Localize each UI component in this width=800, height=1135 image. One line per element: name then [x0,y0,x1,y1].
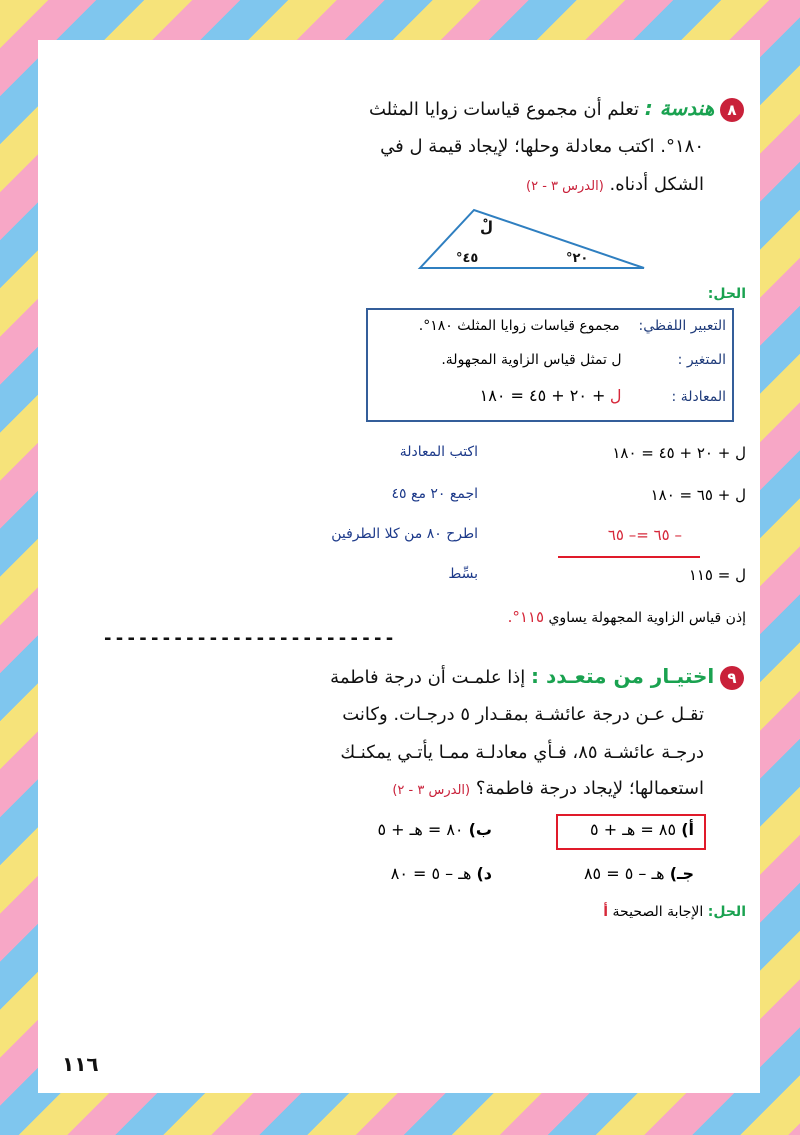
triangle-top-label: لْ [480,218,494,236]
option-b-text: ٨٠ = هـ + ٥ [377,820,464,839]
q8-text-line2: ١٨٠°. اكتب معادلة وحلها؛ لإيجاد قيمة ل في [380,136,704,157]
option-d [391,864,492,883]
box-row3-var: ل [609,386,622,405]
box-row1 [419,318,726,334]
q8-line3 [526,174,704,195]
box-row2-text: ل تمثل قياس الزاوية المجهولة. [441,352,622,368]
option-b [377,820,492,839]
q9-text-line4: استعمالها؛ لإيجاد درجة فاطمة؟ [475,778,704,799]
conclusion [508,608,746,626]
box-row2-label: المتغير : [677,352,726,368]
q8-line1 [369,96,744,122]
step1-eq: ل + ٢٠ + ٤٥ = ١٨٠ [612,444,746,462]
box-row1-label: التعبير اللفظي: [638,318,726,334]
solution2-label: الحل: [707,904,746,920]
conclusion-value: ١١٥°. [507,608,545,626]
conclusion-text: إذن قياس الزاوية المجهولة يساوي [548,610,746,626]
step3-eq: – ٦٥ =– ٦٥ [607,526,682,544]
q8-text-line3: الشكل أدناه. [609,174,704,195]
option-b-key: ب) [468,820,492,839]
separator: - - - - - - - - - - - - - - - - - - - - - - - - - [104,628,393,649]
q9-line4 [392,778,704,799]
triangle-right-label: °٢٠ [566,251,589,266]
option-c [584,864,694,883]
box-row2 [441,352,726,368]
q8-lesson-ref: (الدرس ٣ - ٢) [526,179,604,194]
q9-text-line2: تقـل عـن درجة عائشـة بمقـدار ٥ درجـات. وكانت [342,704,704,725]
step2-eq: ل + ٦٥ = ١٨٠ [650,486,746,504]
subtraction-line [558,556,700,558]
box-row3-text: + ٢٠ + ٤٥ = ١٨٠ [479,386,606,405]
triangle-figure [416,206,648,272]
step3-desc: اطرح ٨٠ من كلا الطرفين [331,526,478,542]
q9-text-line1: إذا علمـت أن درجة فاطمة [330,667,526,688]
solution2-text: الإجابة الصحيحة [612,904,704,920]
triangle-shape [420,210,644,268]
option-c-text: هـ – ٥ = ٨٥ [583,864,665,883]
page-number: ١١٦ [62,1052,99,1076]
option-a-text: ٨٥ = هـ + ٥ [590,820,677,839]
option-a [590,820,694,839]
page [38,40,760,1093]
box-row3-label: المعادلة : [671,389,726,405]
option-a-key: أ) [681,820,694,839]
q8-topic: هندسة : [644,96,715,120]
solution2 [603,904,746,920]
triangle-left-label: °٤٥ [456,251,479,266]
step4-desc: بسِّط [448,566,478,582]
step1-desc: اكتب المعادلة [399,444,478,460]
option-c-key: جـ) [669,864,694,883]
q9-text-line3: درجـة عائشـة ٨٥، فـأي معادلـة ممـا يأتـي يمكنـك [340,742,704,763]
box-row1-text: مجموع قياسات زوايا المثلث ١٨٠°. [418,318,620,334]
step4-eq: ل = ١١٥ [688,566,746,584]
solution2-answer: أ [603,904,609,920]
option-d-key: د) [476,864,492,883]
solution1-label: الحل: [707,286,746,302]
q8-text-line1: تعلم أن مجموع قياسات زوايا المثلث [368,99,639,120]
q9-number-badge: ٩ [720,666,744,690]
q8-number-badge: ٨ [720,98,744,122]
q9-topic: اختيـار من متعـدد : [531,664,715,688]
option-d-text: هـ – ٥ = ٨٠ [390,864,472,883]
q9-lesson-ref: (الدرس ٣ - ٢) [392,783,471,798]
box-row3 [480,386,726,405]
q9-line1 [330,664,744,690]
step2-desc: اجمع ٢٠ مع ٤٥ [391,486,478,502]
